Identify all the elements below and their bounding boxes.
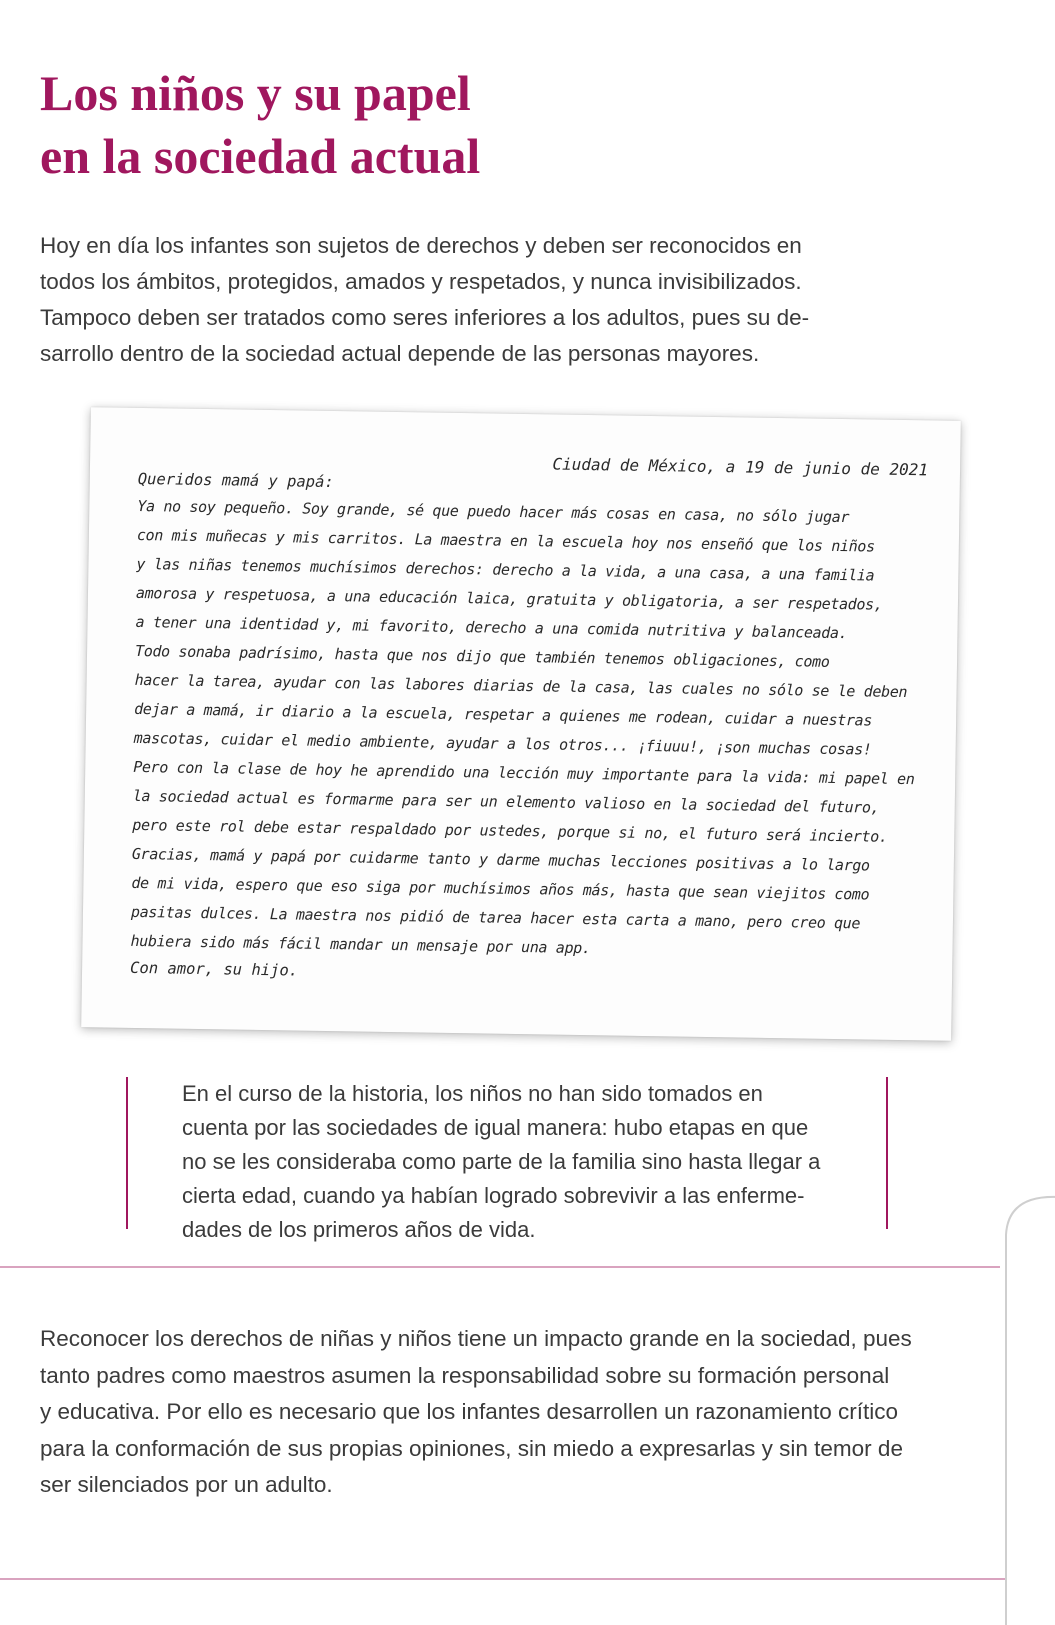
letter-line: pasitas dulces. La maestra nos pidió de tarea hacer esta carta a mano, pero creo que	[130, 902, 861, 933]
letter-line: Ya no soy pequeño. Soy grande, sé que puedo hacer más cosas en casa, no sólo jugar	[137, 496, 850, 527]
closing-paragraph	[40, 1321, 912, 1504]
callout-box	[126, 1077, 888, 1242]
callout-right-rule	[886, 1077, 888, 1229]
letter-line: con mis muñecas y mis carritos. La maestra en la escuela hoy nos enseñó que los niños	[136, 525, 875, 556]
section-divider	[0, 1266, 1000, 1268]
intro-line: sarrollo dentro de la sociedad actual depende de las personas mayores.	[40, 341, 760, 366]
closing-line: Reconocer los derechos de niñas y niños tiene un impacto grande en la sociedad, pues	[40, 1326, 912, 1351]
intro-line: Hoy en día los infantes son sujetos de derechos y deben ser reconocidos en	[40, 233, 802, 258]
letter-greeting: Queridos mamá y papá:	[137, 469, 334, 492]
handwritten-letter	[81, 407, 961, 1041]
letter-line: dejar a mamá, ir diario a la escuela, respetar a quienes me rodean, cuidar a nuestras	[134, 699, 873, 730]
closing-line: para la conformación de sus propias opiniones, sin miedo a expresarlas y sin temor de	[40, 1435, 903, 1461]
intro-paragraph	[40, 228, 1040, 372]
letter-body	[130, 492, 927, 968]
bottom-divider	[0, 1578, 1005, 1580]
callout-paragraph	[182, 1077, 820, 1247]
letter-line: hacer la tarea, ayudar con las labores diarias de la casa, las cuales no sólo se le deben	[134, 670, 908, 702]
letter-date: Ciudad de México, a 19 de junio de 2021	[552, 454, 929, 480]
closing-line: y educativa. Por ello es necesario que los infantes desarrollen un razonamiento crítico	[40, 1399, 898, 1424]
letter-line: a tener una identidad y, mi favorito, derecho a una comida nutritiva y balanceada.	[135, 612, 848, 643]
letter-line: la sociedad actual es formarme para ser un elemento valioso en la sociedad del futuro,	[132, 786, 880, 817]
page-title	[40, 62, 480, 188]
title-line-2: en la sociedad actual	[40, 128, 481, 184]
callout-line: no se les consideraba como parte de la familia sino hasta llegar a	[182, 1149, 821, 1174]
closing-line: ser silenciados por un adulto.	[40, 1472, 333, 1497]
callout-line: cuenta por las sociedades de igual manera: hubo etapas en que	[182, 1115, 809, 1140]
letter-line: de mi vida, espero que eso siga por muchísimos años más, hasta que sean viejitos como	[131, 873, 870, 904]
page-edge-curve	[998, 1195, 1055, 1625]
callout-left-rule	[126, 1077, 128, 1229]
closing-line: tanto padres como maestros asumen la responsabilidad sobre su formación personal	[40, 1362, 890, 1388]
letter-line: Gracias, mamá y papá por cuidarme tanto y darme muchas lecciones positivas a lo largo	[131, 844, 870, 875]
letter-line: amorosa y respetuosa, a una educación laica, gratuita y obligatoria, a ser respetados,	[135, 583, 883, 614]
letter-line: Pero con la clase de hoy he aprendido una lección muy importante para la vida: mi papel en	[133, 757, 915, 789]
letter-line: hubiera sido más fácil mandar un mensaje por una app.	[130, 931, 591, 958]
letter-line: Todo sonaba padrísimo, hasta que nos dijo que también tenemos obligaciones, como	[134, 641, 830, 671]
letter-content	[130, 446, 928, 992]
letter-line: y las niñas tenemos muchísimos derechos: derecho a la vida, a una casa, a una familia	[136, 554, 875, 585]
letter-signature: Con amor, su hijo.	[129, 958, 299, 980]
intro-line: todos los ámbitos, protegidos, amados y respetados, y nunca invisibilizados.	[40, 269, 802, 294]
callout-line: cierta edad, cuando ya habían logrado sobrevivir a las enferme-	[182, 1183, 805, 1208]
title-line-1: Los niños y su papel	[40, 65, 471, 121]
letter-line: mascotas, cuidar el medio ambiente, ayudar a los otros... ¡fiuuu!, ¡son muchas cosas!	[133, 728, 872, 759]
callout-line: dades de los primeros años de vida.	[182, 1217, 536, 1242]
letter-line: pero este rol debe estar respaldado por ustedes, porque si no, el futuro será incierto.	[132, 815, 888, 846]
callout-line: En el curso de la historia, los niños no han sido tomados en	[182, 1081, 763, 1106]
intro-line: Tampoco deben ser tratados como seres inferiores a los adultos, pues su de-	[40, 305, 810, 330]
